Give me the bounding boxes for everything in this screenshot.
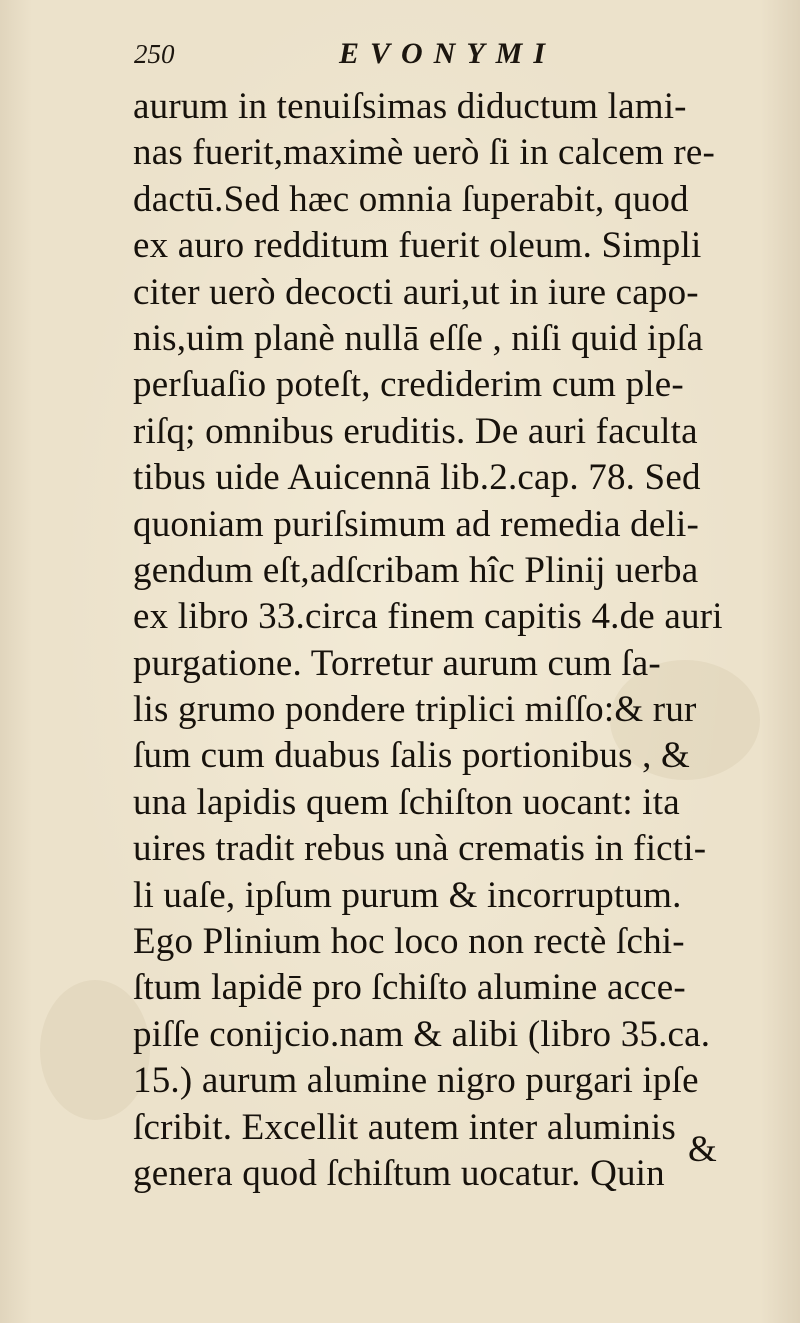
catchword: &	[688, 1129, 717, 1170]
text-line: purgatione. Torretur aurum cum ſa-	[133, 642, 661, 684]
text-line: tibus uide Auicennā lib.2.cap. 78. Sed	[133, 457, 701, 499]
text-line: gendum eſt,adſcribam hîc Plinij uerba	[133, 549, 699, 591]
text-line: lis grumo pondere triplici miſſo:& rur	[133, 689, 697, 731]
text-line: quoniam puriſsimum ad remedia deli-	[133, 503, 699, 545]
running-head	[134, 34, 734, 74]
text-line: citer uerò decocti auri,ut in iure capo-	[133, 271, 699, 313]
page-number: 250	[134, 39, 175, 69]
text-block	[133, 84, 743, 1197]
text-line: ex auro redditum fuerit oleum. Simpli	[133, 225, 702, 267]
text-line: Ego Plinium hoc loco non rectè ſchi-	[133, 921, 685, 963]
text-line: uires tradit rebus unà crematis in ficti-	[133, 828, 707, 870]
text-line: perſuaſio poteſt, crediderim cum ple-	[133, 364, 684, 406]
text-line: piſſe conijcio.nam & alibi (libro 35.ca.	[133, 1013, 711, 1055]
text-line: ſum cum duabus ſalis portionibus , &	[133, 735, 691, 777]
text-line: 15.) aurum alumine nigro purgari ipſe	[133, 1060, 699, 1102]
text-line: li uaſe, ipſum purum & incorruptum.	[133, 874, 682, 916]
text-line: una lapidis quem ſchiſton uocant: ita	[133, 781, 680, 823]
running-title: EVONYMI	[339, 37, 557, 70]
text-line: ſtum lapidē pro ſchiſto alumine acce-	[133, 967, 686, 1009]
text-line: ſcribit. Excellit autem inter aluminis	[133, 1106, 676, 1148]
text-line: nas fuerit,maximè uerò ſi in calcem re-	[133, 132, 716, 174]
text-line: aurum in tenuiſsimas diductum lami-	[133, 86, 687, 127]
text-line: dactū.Sed hæc omnia ſuperabit, quod	[133, 178, 689, 220]
text-line: riſq; omnibus eruditis. De auri faculta	[133, 410, 698, 452]
text-line: nis,uim planè nullā eſſe , niſi quid ipſa	[133, 317, 704, 359]
text-line: genera quod ſchiſtum uocatur. Quin	[133, 1152, 665, 1194]
text-line: ex libro 33.circa finem capitis 4.de auri	[133, 596, 723, 638]
